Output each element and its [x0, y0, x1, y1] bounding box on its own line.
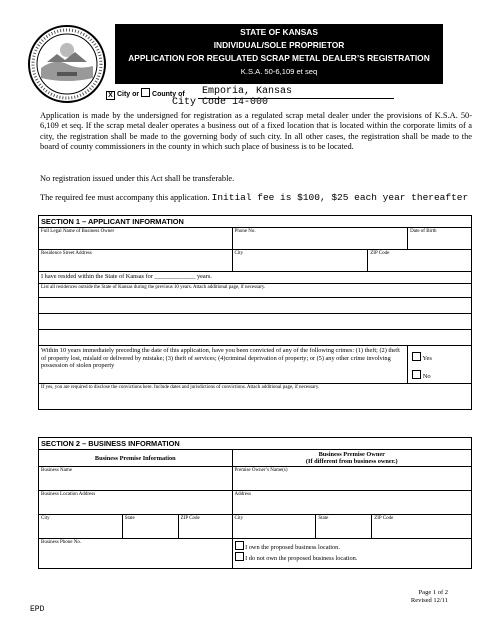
header-type: INDIVIDUAL/SOLE PROPRIETOR [213, 40, 345, 50]
header-statute: K.S.A. 50-6,109 et seq [240, 67, 318, 76]
fee-row [40, 192, 468, 203]
section1-title: SECTION 1 – APPLICANT INFORMATION [39, 216, 472, 228]
jurisdiction-row [106, 88, 406, 110]
not-own-label: I do not own the proposed business location. [245, 554, 358, 562]
residences-label: List all residences outside the State of Kansas during the previous 10 years. Attach additional page, if necessary. [39, 284, 472, 298]
fee-typed[interactable]: Initial fee is $100, $25 each year thereafter [211, 192, 469, 203]
owner-zip-field[interactable]: ZIP Code [372, 515, 472, 539]
no-checkbox[interactable] [412, 370, 421, 379]
yes-label: Yes [422, 355, 432, 362]
intro-paragraph: Application is made by the undersigned for registration as a regulated scrap metal dealer under the provisions of K.S.A. 50-6,109 et seq. If the scrap metal dealer operates a business out of a fixed location that is located within the corporate limits of a city, the registration shall be made to the governing body of such city. In all other cases, the registration shall be made to the board of county commissioners in the county in which such place of business is to be located. [40, 111, 472, 152]
own-checkbox[interactable] [235, 541, 244, 550]
zip-field[interactable]: ZIP Code [368, 250, 472, 272]
location-field[interactable]: Business Location Address [39, 491, 233, 515]
biz-phone-field[interactable]: Business Phone No. [39, 539, 233, 569]
form-header [115, 24, 443, 84]
residence-line-3[interactable] [39, 330, 472, 346]
fee-note: The required fee must accompany this application. [40, 193, 210, 202]
transfer-note: No registration issued under this Act shall be transferable. [40, 174, 235, 183]
business-name-field[interactable]: Business Name [39, 467, 233, 491]
ownership-options [232, 539, 471, 569]
premise-owner-title: Business Premise Owner [318, 451, 385, 458]
revision: Revised 12/11 [410, 597, 448, 604]
form-code: EPD [30, 605, 45, 614]
no-label: No [422, 373, 431, 380]
jurisdiction-name-field[interactable]: Emporia, Kansas [202, 86, 293, 97]
page-footer [398, 589, 448, 605]
section1-table [38, 215, 472, 410]
owner-city-field[interactable]: City [232, 515, 316, 539]
owner-names-field[interactable]: Premise Owner’s Name(s) [232, 467, 471, 491]
address-field[interactable]: Address [232, 491, 471, 515]
biz-zip-field[interactable]: ZIP Code [178, 515, 232, 539]
owner-state-field[interactable]: State [316, 515, 372, 539]
not-own-checkbox[interactable] [235, 552, 244, 561]
county-checkbox[interactable] [141, 88, 150, 97]
street-field[interactable]: Residence Street Address [39, 250, 233, 272]
residence-line-1[interactable] [39, 298, 472, 314]
page-number: Page 1 of 2 [418, 589, 448, 596]
city-field[interactable]: City [232, 250, 368, 272]
premise-owner-heading [232, 450, 471, 467]
of-label: of [178, 91, 185, 98]
section2-table [38, 437, 472, 569]
premise-info-heading: Business Premise Information [39, 450, 233, 467]
header-state: STATE OF KANSAS [240, 27, 318, 37]
dob-field[interactable]: Date of Birth [408, 228, 472, 250]
premise-owner-subtitle: (If different from business owner.) [305, 458, 398, 465]
conviction-question: Within 10 years immediately preceding the date of this application, have you been convicted of any of the following crimes: (1) theft; (2) theft of property lost, mislaid or delivered by mistake; (3) theft of services; (4)criminal deprivation of property; or (5) any other crime involving possession of stolen property [39, 346, 408, 384]
city-checkbox[interactable]: X [106, 91, 115, 100]
own-label: I own the proposed business location. [245, 544, 340, 551]
section2-title: SECTION 2 – BUSINESS INFORMATION [39, 438, 472, 450]
residency-field[interactable]: I have resided within the State of Kansas for _____________ years. [39, 272, 472, 284]
residence-line-2[interactable] [39, 314, 472, 330]
yes-checkbox[interactable] [412, 352, 421, 361]
phone-field[interactable]: Phone No. [232, 228, 408, 250]
biz-city-field[interactable]: City [39, 515, 123, 539]
city-code: City Code 14-000 [172, 97, 269, 108]
county-label: County [152, 91, 177, 98]
conviction-answer [408, 346, 472, 384]
full-name-field[interactable]: Full Legal Name of Business Owner [39, 228, 233, 250]
disclose-field[interactable]: If yes, you are required to disclose the convictions here. Include dates and jurisdictions of convictions. Attach additional page, if necessary. [39, 384, 472, 410]
city-label: City [116, 91, 131, 98]
kansas-state-seal [27, 24, 107, 104]
or-label: or [132, 91, 140, 98]
header-title: APPLICATION FOR REGULATED SCRAP METAL DEALER’S REGISTRATION [128, 53, 430, 63]
biz-state-field[interactable]: State [122, 515, 178, 539]
